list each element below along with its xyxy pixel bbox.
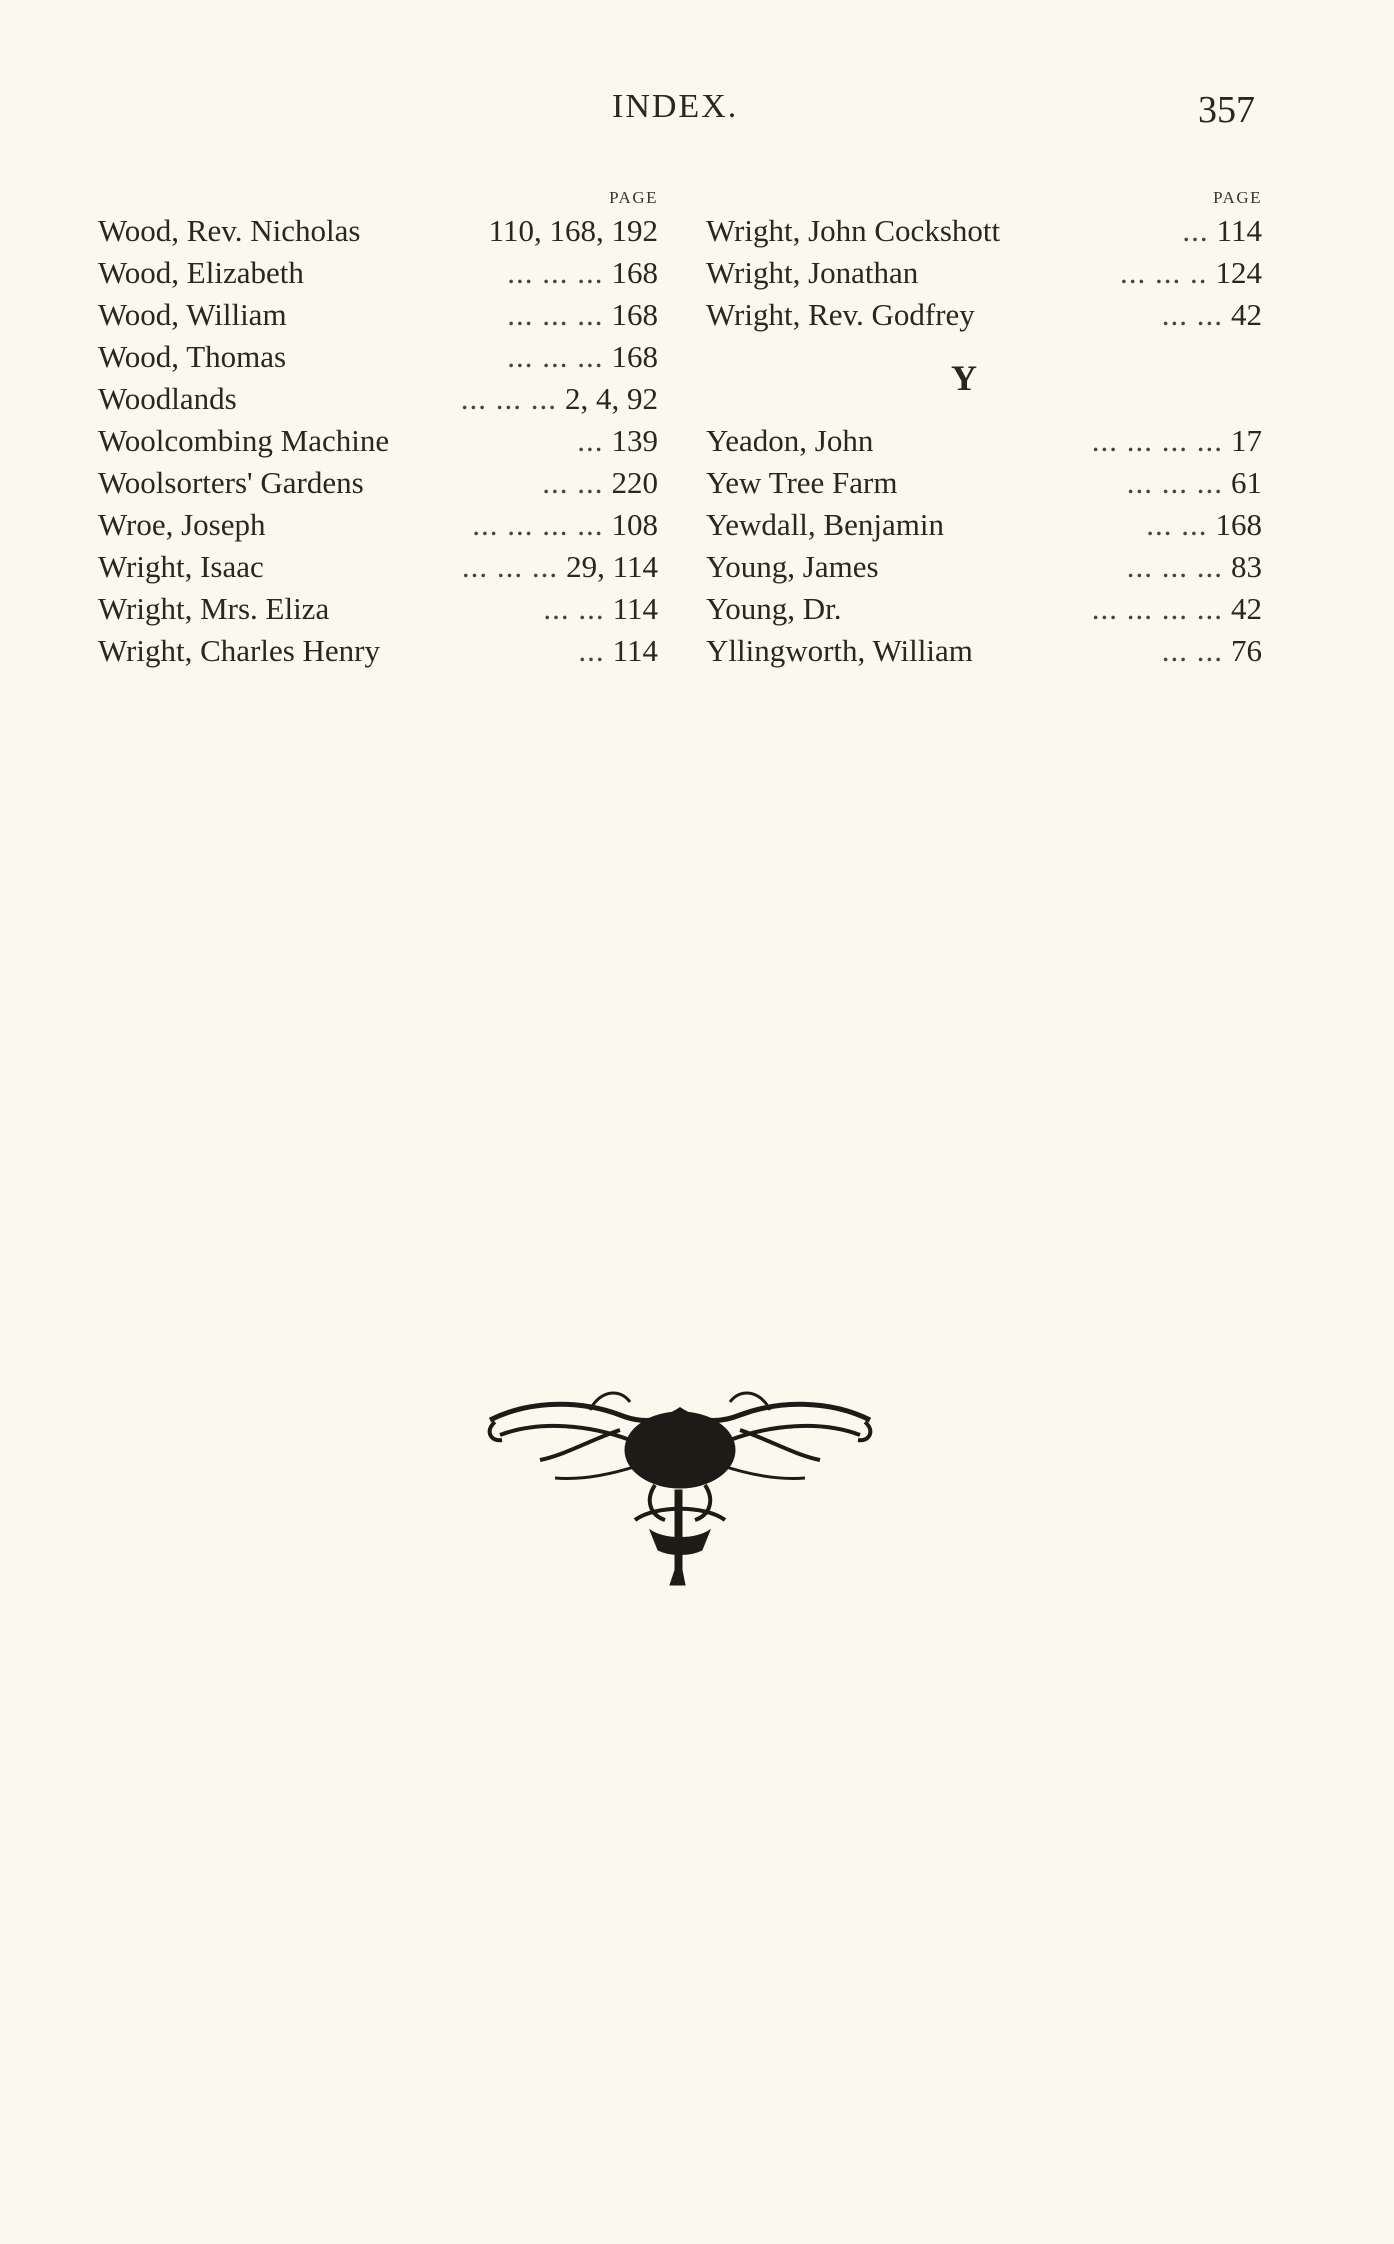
dot-leader: ... ... ... ...: [1091, 423, 1223, 458]
index-entry-list: [706, 210, 1262, 336]
entry-pages: 110, 168, 192: [488, 213, 658, 248]
dot-leader: ... ... ...: [461, 549, 559, 584]
entry-name: Wood, Rev. Nicholas: [98, 213, 361, 248]
section-letter-heading: Y: [951, 358, 977, 398]
page-column-label: PAGE: [609, 188, 658, 207]
dot-leader: ... ... ...: [507, 297, 604, 332]
index-entry: [706, 504, 1262, 546]
index-entry: [98, 546, 658, 588]
entry-name: Woolcombing Machine: [98, 423, 390, 458]
entry-pages: 220: [611, 465, 658, 500]
entry-pages: 139: [611, 423, 658, 458]
dot-leader: ... ...: [1161, 297, 1223, 332]
entry-pages: 124: [1215, 255, 1262, 290]
index-entry: [706, 210, 1262, 252]
entry-name: Yeadon, John: [706, 423, 874, 458]
entry-name: Wright, Jonathan: [706, 255, 919, 290]
dot-leader: ... ...: [1161, 633, 1223, 668]
floral-tailpiece-ornament-icon: [470, 1380, 890, 1600]
dot-leader: ... ... ...: [507, 255, 604, 290]
entry-pages: 29, 114: [566, 549, 658, 584]
index-entry: [706, 546, 1262, 588]
entry-pages: 76: [1231, 633, 1262, 668]
index-entry: [98, 504, 658, 546]
dot-leader: ... ... ..: [1120, 255, 1208, 290]
dot-leader: ... ... ...: [460, 381, 557, 416]
index-entry: [98, 336, 658, 378]
entry-pages: 114: [612, 591, 658, 626]
index-entry: [98, 588, 658, 630]
entry-pages: 2, 4, 92: [565, 381, 658, 416]
entry-name: Woolsorters' Gardens: [98, 465, 364, 500]
dot-leader: ... ... ...: [1126, 465, 1223, 500]
entry-pages: 168: [611, 255, 658, 290]
dot-leader: ... ...: [542, 465, 604, 500]
entry-pages: 108: [611, 507, 658, 542]
dot-leader: ... ...: [1146, 507, 1208, 542]
entry-name: Young, Dr.: [706, 591, 842, 626]
entry-pages: 17: [1231, 423, 1262, 458]
entry-name: Wright, Rev. Godfrey: [706, 297, 975, 332]
entry-name: Yllingworth, William: [706, 633, 973, 668]
index-entry: [706, 420, 1262, 462]
index-entry-list: [98, 210, 658, 672]
entry-name: Woodlands: [98, 381, 237, 416]
page-column-label: PAGE: [1213, 188, 1262, 207]
page-number: 357: [1198, 89, 1255, 131]
index-entry: [98, 630, 658, 672]
entry-name: Wroe, Joseph: [98, 507, 266, 542]
index-entry: [98, 252, 658, 294]
entry-name: Young, James: [706, 549, 879, 584]
dot-leader: ...: [577, 423, 604, 458]
index-entry: [98, 420, 658, 462]
entry-name: Wood, William: [98, 297, 287, 332]
index-entry: [706, 294, 1262, 336]
entry-name: Wood, Elizabeth: [98, 255, 304, 290]
dot-leader: ... ... ... ...: [472, 507, 604, 542]
entry-pages: 61: [1231, 465, 1262, 500]
index-entry: [706, 630, 1262, 672]
index-entry: [706, 588, 1262, 630]
entry-pages: 168: [611, 297, 658, 332]
index-entry: [706, 252, 1262, 294]
dot-leader: ...: [1182, 213, 1209, 248]
entry-pages: 42: [1231, 297, 1262, 332]
page-header: [0, 88, 1394, 138]
entry-name: Yew Tree Farm: [706, 465, 898, 500]
entry-name: Wright, Charles Henry: [98, 633, 380, 668]
dot-leader: ... ...: [543, 591, 605, 626]
index-entry: [98, 378, 658, 420]
entry-name: Wright, Mrs. Eliza: [98, 591, 330, 626]
index-column-left: [98, 186, 658, 672]
entry-name: Yewdall, Benjamin: [706, 507, 944, 542]
index-column-right: [706, 186, 1262, 672]
entry-pages: 168: [611, 339, 658, 374]
entry-pages: 83: [1231, 549, 1262, 584]
index-entry-list: [706, 420, 1262, 672]
entry-pages: 42: [1231, 591, 1262, 626]
index-entry: [98, 294, 658, 336]
index-entry: [98, 210, 658, 252]
index-entry: [98, 462, 658, 504]
running-title: INDEX.: [612, 88, 739, 125]
entry-pages: 168: [1215, 507, 1262, 542]
dot-leader: ...: [578, 633, 605, 668]
dot-leader: ... ... ...: [507, 339, 604, 374]
entry-name: Wood, Thomas: [98, 339, 287, 374]
entry-pages: 114: [1216, 213, 1262, 248]
entry-name: Wright, John Cockshott: [706, 213, 1001, 248]
index-entry: [706, 462, 1262, 504]
dot-leader: ... ... ... ...: [1091, 591, 1223, 626]
entry-name: Wright, Isaac: [98, 549, 264, 584]
dot-leader: ... ... ...: [1126, 549, 1223, 584]
entry-pages: 114: [612, 633, 658, 668]
